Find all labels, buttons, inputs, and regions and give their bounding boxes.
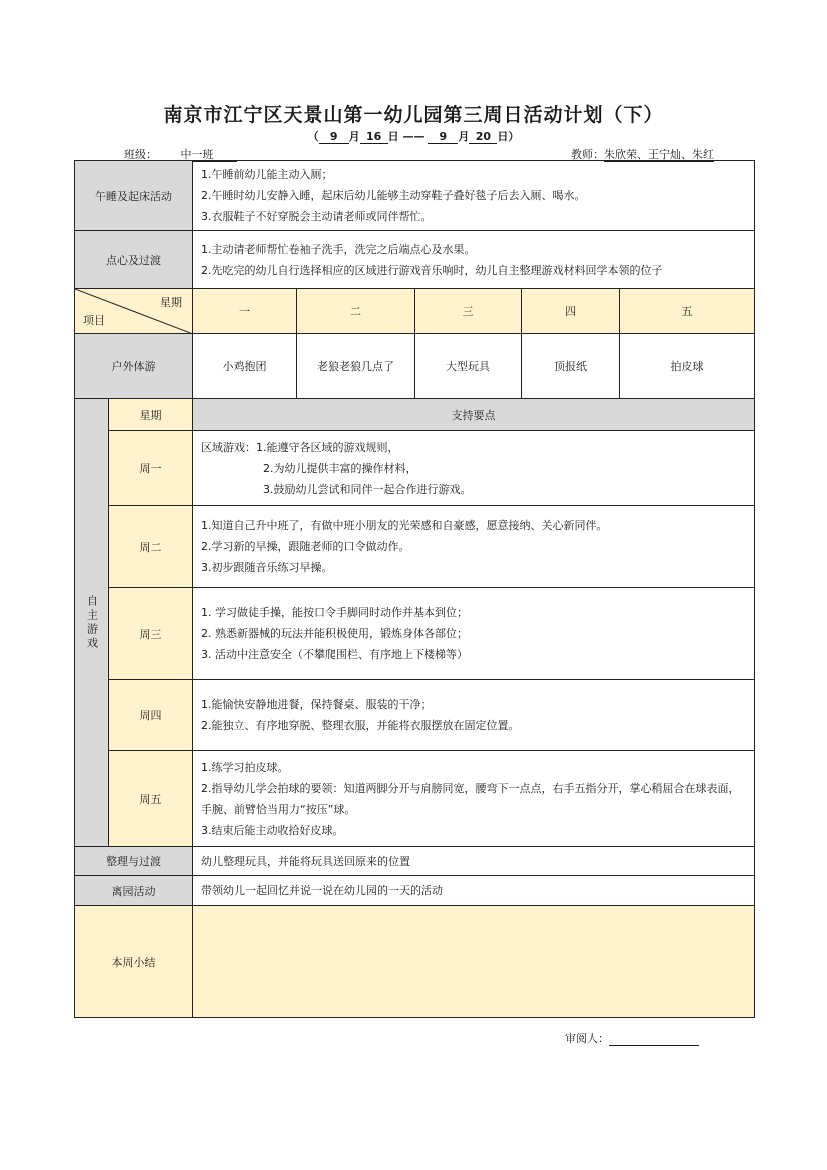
- point-line: 1.知道自己升中班了，有做中班小朋友的光荣感和自豪感，愿意接纳、关心新同伴。: [201, 519, 608, 532]
- outdoor-item: 小鸡抱团: [193, 334, 297, 399]
- point-line: 2. 熟悉新器械的玩法并能积极使用，锻炼身体各部位；: [201, 627, 468, 640]
- summary-label: 本周小结: [75, 906, 193, 1018]
- reviewer-label: 审阅人：: [565, 1032, 609, 1045]
- point-line: 3.初步跟随音乐练习早操。: [201, 561, 333, 574]
- free-play-day: 周二: [109, 506, 193, 588]
- free-play-day: 周一: [109, 431, 193, 506]
- point-line: 1.练学习拍皮球。: [201, 760, 289, 774]
- class-label: 班级：: [124, 148, 157, 161]
- leave-label: 离园活动: [75, 876, 193, 906]
- activity-plan-table: [74, 160, 755, 1018]
- snack-content: [193, 231, 755, 289]
- snack-line: 1.主动请老师帮忙卷袖子洗手，洗完之后端点心及水果。: [201, 242, 476, 256]
- diagonal-header-cell: [75, 289, 193, 334]
- free-play-day: 周三: [109, 588, 193, 680]
- free-play-header-row: [75, 399, 755, 431]
- free-play-points: [193, 751, 755, 847]
- tidy-label: 整理与过渡: [75, 847, 193, 876]
- day-header: 四: [522, 289, 620, 334]
- start-month-char: 月: [348, 130, 360, 143]
- snack-label: 点心及过渡: [75, 231, 193, 289]
- nap-line: 3.衣服鞋子不好穿脱会主动请老师或同伴帮忙。: [201, 210, 432, 223]
- date-close: 日）: [497, 130, 520, 143]
- free-play-day-header: 星期: [109, 399, 193, 431]
- start-month: 9: [319, 130, 349, 144]
- week-header-row: [75, 289, 755, 334]
- free-play-day: 周四: [109, 680, 193, 751]
- free-play-points: [193, 680, 755, 751]
- free-play-label: 自主游戏: [85, 594, 99, 651]
- free-play-day-row: [75, 680, 755, 751]
- class-value: 中一班: [157, 149, 237, 162]
- snack-row: [75, 231, 755, 289]
- end-day: 20: [469, 130, 497, 144]
- outdoor-item: 大型玩具: [415, 334, 522, 399]
- point-line: 3.鼓励幼儿尝试和同伴一起合作进行游戏。: [263, 482, 472, 496]
- nap-content: [193, 161, 755, 231]
- day-header: 二: [297, 289, 415, 334]
- nap-line: 2.午睡时幼儿安静入睡，起床后幼儿能够主动穿鞋子叠好毯子后去入厕、喝水。: [201, 189, 586, 202]
- end-month: 9: [428, 130, 458, 144]
- free-play-points: [193, 506, 755, 588]
- reviewer: [565, 1030, 699, 1046]
- free-play-points-header: 支持要点: [193, 399, 755, 431]
- date-range: [0, 128, 827, 144]
- nap-label: 午睡及起床活动: [75, 161, 193, 231]
- outdoor-item: 顶报纸: [522, 334, 620, 399]
- free-play-points: [193, 588, 755, 680]
- end-month-char: 月: [458, 130, 470, 143]
- snack-line: 2.先吃完的幼儿自行选择相应的区域进行游戏音乐响时，幼儿自主整理游戏材料回学本领的位子: [201, 263, 663, 277]
- leave-content: 带领幼儿一起回忆并说一说在幼儿园的一天的活动: [193, 876, 755, 906]
- free-play-day-row: [75, 751, 755, 847]
- leave-row: [75, 876, 755, 906]
- meta-row: [74, 146, 754, 160]
- point-line: 1.能愉快安静地进餐，保持餐桌、服装的干净；: [201, 698, 432, 711]
- point-line: 3. 活动中注意安全（不攀爬围栏、有序地上下楼梯等）: [201, 648, 468, 661]
- free-play-points: [193, 431, 755, 506]
- free-play-day-row: [75, 431, 755, 506]
- outdoor-item: 拍皮球: [620, 334, 755, 399]
- date-dash: ——: [402, 130, 425, 143]
- point-line: 2.为幼儿提供丰富的操作材料，: [263, 461, 417, 475]
- summary-content: [193, 906, 755, 1018]
- day-header: 五: [620, 289, 755, 334]
- corner-item-label: 项目: [83, 314, 105, 327]
- teacher-label: 教师：: [571, 148, 604, 161]
- point-line: 1. 学习做徒手操，能按口令手脚同时动作并基本到位；: [201, 606, 468, 619]
- tidy-row: [75, 847, 755, 876]
- tidy-content: 幼儿整理玩具，并能将玩具送回原来的位置: [193, 847, 755, 876]
- nap-line: 1.午睡前幼儿能主动入厕；: [201, 168, 333, 181]
- free-play-day-row: [75, 506, 755, 588]
- outdoor-row: [75, 334, 755, 399]
- point-line: 区域游戏：1.能遵守各区域的游戏规则，: [201, 440, 399, 454]
- day-header: 一: [193, 289, 297, 334]
- outdoor-item: 老狼老狼几点了: [297, 334, 415, 399]
- outdoor-label: 户外体游: [75, 334, 193, 399]
- point-line: 2.学习新的早操，跟随老师的口令做动作。: [201, 540, 410, 553]
- free-play-day-row: [75, 588, 755, 680]
- corner-weekday-label: 星期: [160, 296, 182, 309]
- teacher-value: 朱欣荣、王宁灿、朱红: [604, 148, 714, 161]
- page-title: 南京市江宁区天景山第一幼儿园第三周日活动计划（下）: [163, 104, 664, 126]
- reviewer-signature-line: [609, 1033, 699, 1046]
- point-line: 2.能独立、有序地穿脱、整理衣服，并能将衣服摆放在固定位置。: [201, 719, 520, 732]
- free-play-day: 周五: [109, 751, 193, 847]
- free-play-label-cell: [75, 399, 109, 847]
- start-day-char: 日: [387, 130, 399, 143]
- day-header: 三: [415, 289, 522, 334]
- nap-row: [75, 161, 755, 231]
- start-day: 16: [360, 130, 388, 144]
- point-line: 3.结束后能主动收拾好皮球。: [201, 823, 344, 837]
- summary-row: [75, 906, 755, 1018]
- date-open: （: [307, 130, 319, 143]
- point-line: 2.指导幼儿学会拍球的要领：知道两脚分开与肩膀同宽，腰弯下一点点，右手五指分开，掌心稍屈合在球表面，手腕、前臂恰当用力“按压”球。: [201, 781, 740, 816]
